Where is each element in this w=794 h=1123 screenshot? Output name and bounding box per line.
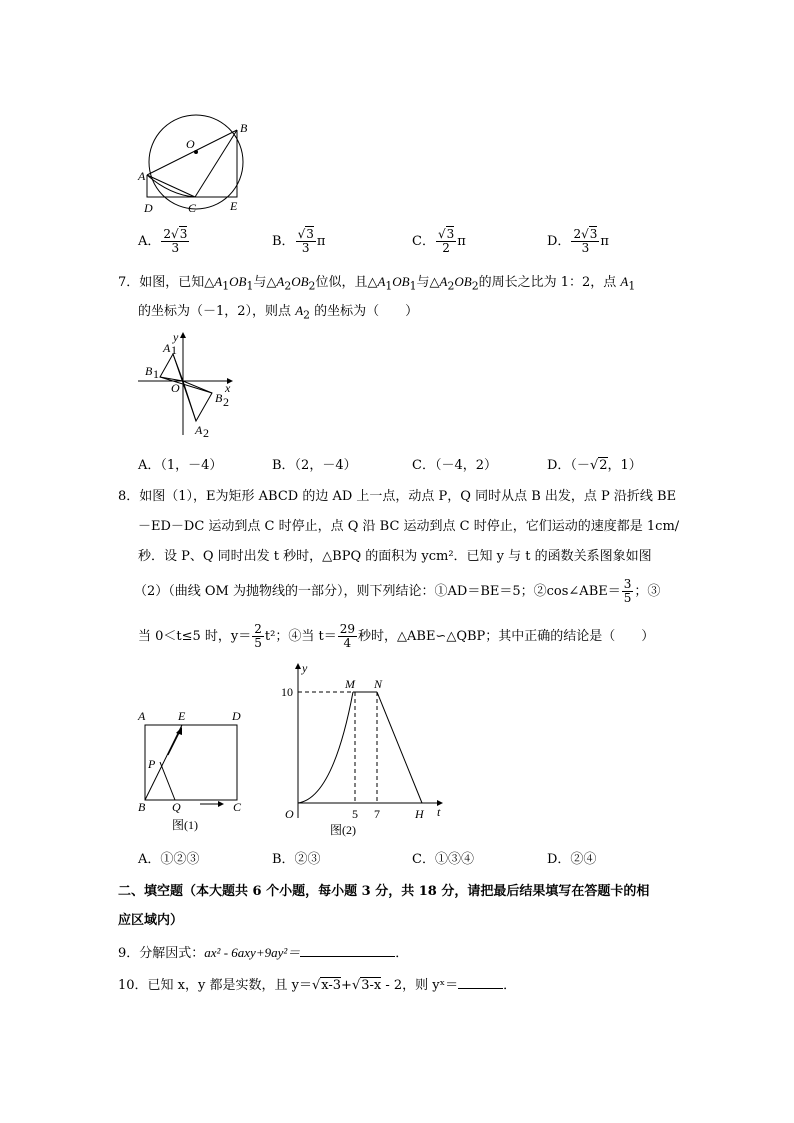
q10: 10．已知 x，y 都是实数，且 y＝√x-3+√3-x - 2，则 yˣ＝ ． <box>118 978 517 993</box>
q6-option-d: D． $\frac{2√3}{3}$ π <box>547 227 609 255</box>
q7-text-segment: O <box>454 274 464 289</box>
svg-text:D: D <box>232 709 241 723</box>
q7-option-b: B．（2，－4） <box>272 458 357 473</box>
q7-text-segment: 2 <box>447 279 455 293</box>
q7-text-segment: 与△ <box>253 275 277 290</box>
q7-text-segment: A <box>214 274 223 289</box>
q7-option-c: C．（－4，2） <box>412 458 497 473</box>
svg-text:A: A <box>138 169 146 183</box>
svg-text:O: O <box>186 137 195 151</box>
q8-option-b: B．②③ <box>272 852 321 867</box>
q7-text-segment: B <box>238 274 247 289</box>
q7-text-segment: 1 <box>246 279 254 293</box>
q7-text-segment: 2 <box>471 279 479 293</box>
svg-text:D: D <box>144 201 153 215</box>
q8-rectangle-figure <box>130 705 260 840</box>
svg-text:P: P <box>148 757 156 771</box>
q7-coordinate-figure <box>135 330 240 440</box>
svg-text:1: 1 <box>153 367 159 381</box>
q7-option-a: A．（1，－4） <box>138 458 223 473</box>
svg-text:10: 10 <box>281 685 293 699</box>
q6-option-b: B． $\frac{√3}{3}$ π <box>272 227 326 255</box>
q7-text-segment: 1 <box>628 279 636 293</box>
q7-option-d: D．（－√2，1） <box>547 458 642 473</box>
svg-text:图(1): 图(1) <box>172 818 198 832</box>
q8-line-5: 当 0＜t≤5 时，y＝ $\frac{2}{5}$ t²；④当 t＝ $\frac{29}{4}$ 秒时，△ABE∽△QBP；其中正确的结论是（ ） <box>138 622 655 650</box>
svg-text:A: A <box>195 423 203 437</box>
svg-text:B: B <box>240 121 248 135</box>
svg-text:B: B <box>145 364 153 378</box>
q7-text-segment: 1 <box>385 279 393 293</box>
q7-text-segment: A <box>377 274 386 289</box>
svg-text:O: O <box>285 807 294 821</box>
svg-text:y: y <box>302 661 308 675</box>
q7-text-segment: 2 <box>284 279 292 293</box>
svg-text:2: 2 <box>223 395 229 409</box>
svg-text:A: A <box>163 341 171 355</box>
q8-option-a: A．①②③ <box>138 852 200 867</box>
svg-text:B: B <box>215 391 223 405</box>
section-2-heading: 二、填空题（本大题共 6 个小题，每小题 3 分，共 18 分，请把最后结果填写在答题卡的相 <box>118 884 650 899</box>
svg-text:B: B <box>138 800 146 814</box>
q6-option-c: C． $\frac{√3}{2}$ π <box>412 227 466 255</box>
q6-option-a: A． $\frac{2√3}{3}$ <box>138 227 188 255</box>
q7-text-segment: A <box>439 274 448 289</box>
q7-text-segment: O <box>291 274 301 289</box>
svg-text:5: 5 <box>352 807 358 821</box>
svg-text:E: E <box>230 199 238 213</box>
svg-text:H: H <box>415 807 424 821</box>
q7-text-segment: O <box>392 274 402 289</box>
q6-circle-figure <box>130 110 260 220</box>
q8-line-2: －ED－DC 运动到点 C 时停止，点 Q 沿 BC 运动到点 C 时停止，它们运动的速度都是 1cm/ <box>138 519 680 534</box>
q8-line-4: （2）（曲线 OM 为抛物线的一部分），则下列结论：①AD＝BE＝5；②cos∠ABE＝ $\frac{3}{5}$ ；③ <box>134 577 661 605</box>
q7-text-segment: A <box>276 274 285 289</box>
svg-text:2: 2 <box>203 426 209 440</box>
q7-text-segment: 与△ <box>416 275 440 290</box>
q8-option-c: C．①③④ <box>412 852 474 867</box>
q7-text-segment: B <box>463 274 472 289</box>
q7-text-segment: 1 <box>222 279 230 293</box>
svg-text:C: C <box>188 201 197 215</box>
svg-text:t: t <box>437 805 441 819</box>
q9: 9．分解因式：ax² - 6axy+9ay²＝ ． <box>118 945 409 961</box>
q7-line-2: 的坐标为（－1，2），则点 $A_2$ 的坐标为（ ） <box>138 303 419 322</box>
q7-text-segment: 位似，且△ <box>315 275 378 290</box>
svg-text:O: O <box>171 381 180 395</box>
q8-line-3: 秒．设 P、Q 同时出发 t 秒时，△BPQ 的面积为 ycm²．已知 y 与 t 的函数关系图象如图 <box>138 549 652 564</box>
svg-text:E: E <box>178 709 186 723</box>
q8-line-1: 8．如图（1），E为矩形 ABCD 的边 AD 上一点，动点 P，Q 同时从点 B 出发，点 P 沿折线 BE <box>118 489 677 504</box>
svg-text:7: 7 <box>374 807 380 821</box>
q7-text-segment: B <box>401 274 410 289</box>
q8-option-d: D．②④ <box>547 852 597 867</box>
svg-text:1: 1 <box>171 343 177 357</box>
q7-text-segment: 2 <box>308 279 316 293</box>
section-2-heading-cont: 应区域内） <box>118 913 184 928</box>
q8-function-graph <box>275 658 455 840</box>
svg-text:N: N <box>374 677 383 691</box>
q7-text-segment: 的周长之比为 1：2，点 <box>478 275 621 290</box>
svg-text:x: x <box>225 381 231 395</box>
svg-text:Q: Q <box>172 800 181 814</box>
q7-text-segment: O <box>229 274 239 289</box>
q7-text-segment: A <box>620 274 629 289</box>
svg-text:C: C <box>233 800 242 814</box>
svg-text:y: y <box>173 330 179 344</box>
svg-text:M: M <box>345 677 355 691</box>
q7-text-segment: 1 <box>409 279 417 293</box>
q7-text-segment: B <box>300 274 309 289</box>
q7-line-1 <box>118 273 635 296</box>
svg-text:图(2): 图(2) <box>330 823 356 837</box>
q7-text-segment: 7．如图，已知△ <box>118 275 215 290</box>
svg-text:A: A <box>138 709 146 723</box>
